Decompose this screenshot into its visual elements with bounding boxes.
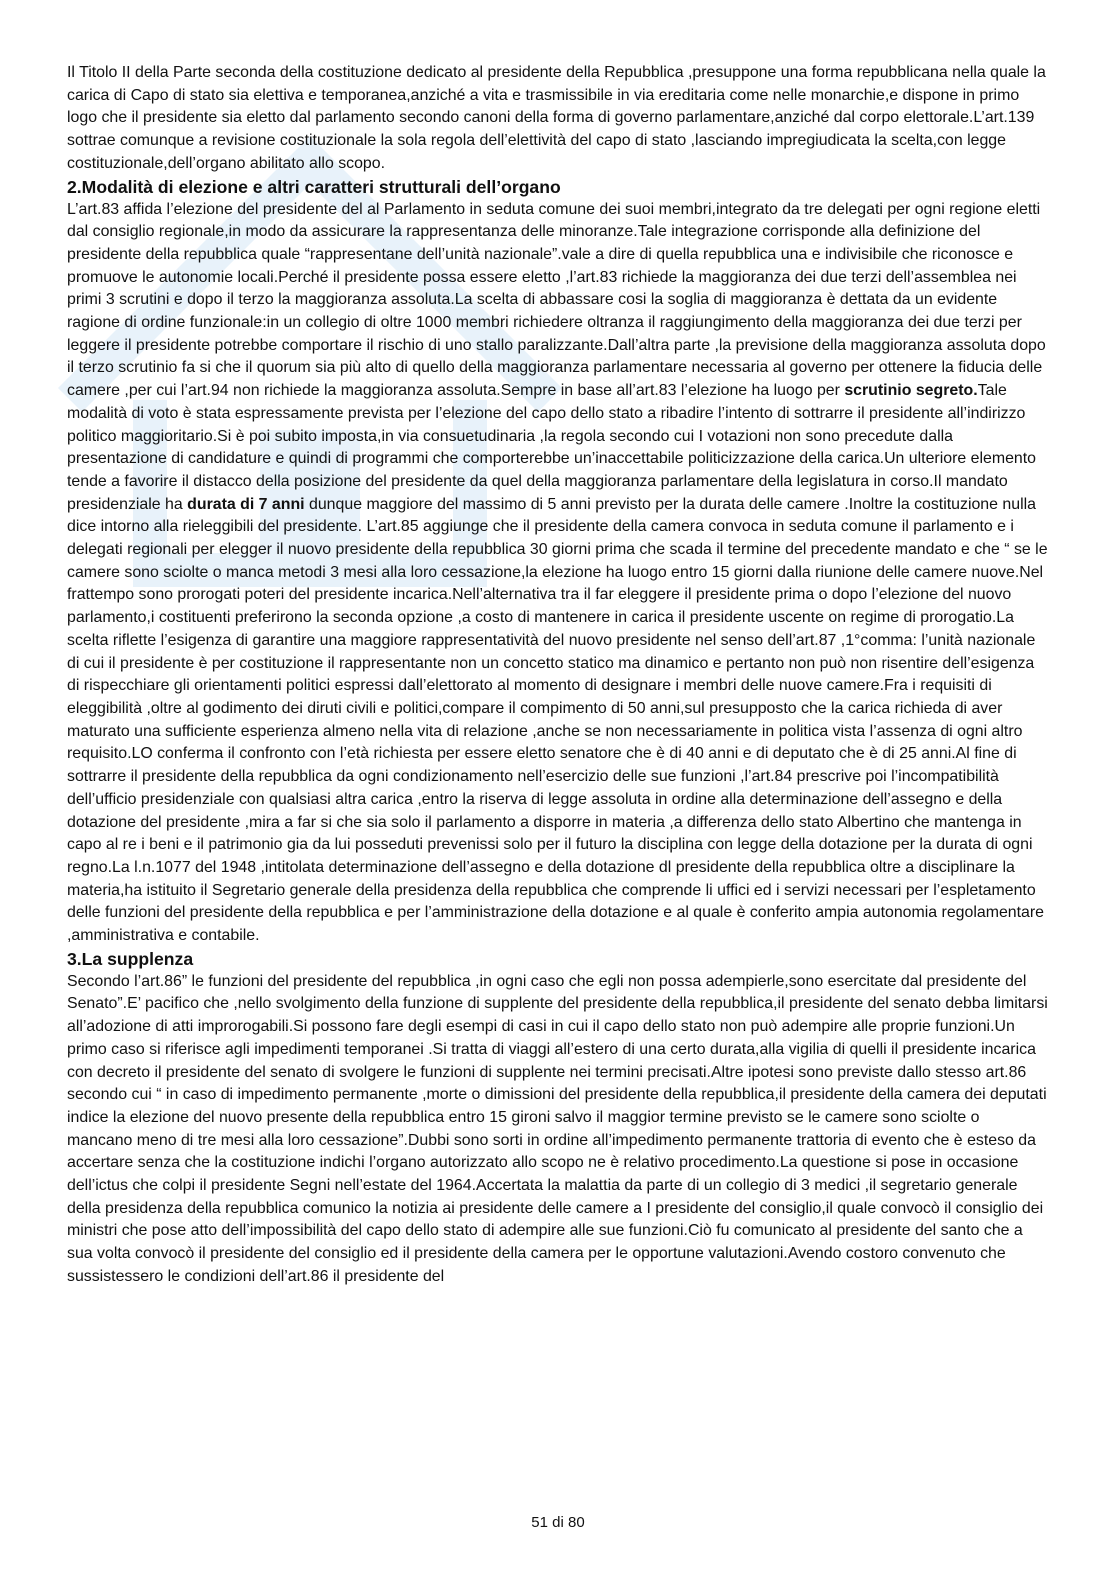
section-2-text-3: dunque maggiore del massimo di 5 anni previsto per la durata delle camere .Inoltre la costituzione nulla dice intorno alla rieleggibili del presidente. L’art.85 aggiunge che il presidente della camera convoca in seduta comune il parlamento e i delegati regionali per elegger il nuovo presidente della repubblica 30 giorni prima che scada il termine del precedente mandato e che “ se le camere sono sciolte o manca metodi 3 mesi alla loro cessazione,la elezione ha luogo entro 15 giorni dalla riunione delle camere nuove.Nel frattempo sono prorogati poteri del presidente incarica.Nell’alternativa tra il far eleggere il presidente prima o dopo l’elezione del nuovo parlamento,i costituenti preferirono la seconda opzione ,a costo di mantenere in carica il presidente uscente on regime di prorogatio.La scelta riflette l’esigenza di garantire una maggiore rappresentatività del nuovo presidente nel senso dell’art.87 ,1°comma: l’unità nazionale di cui il presidente è per costituzione il rappresentante non un concetto statico ma dinamico e pertanto non può non risentire dell’esigenza di rispecchiare gli orientamenti politici espressi dall’elettorato al momento di designare i membri delle nuove camere.Fra i requisiti di eleggibilità ,oltre al godimento dei diruti civili e politici,compare il compimento di 50 anni,sul presupposto che la carica richieda di aver maturato una sufficiente esperienza almeno nella vita di relazione ,anche se non necessariamente in politica vista l’assenza di ogni altro requisito.LO conferma il confronto con l’età richiesta per essere eletto senatore che è di 40 anni e di deputato che è di 25 anni.Al fine di sottrarre il presidente della repubblica da ogni condizionamento nell’esercizio delle sue funzioni ,l’art.84 prescrive poi l’incompatibilità dell’ufficio presidenziale con qualsiasi altra carica ,entro la riserva di legge assoluta in ordine alla determinazione dell’assegno e della dotazione del presidente ,mira a far si che sia solo il parlamento a disporre in materia ,a differenza dello stato Albertino che mantenga in capo al re i beni e il patrimonio gia da lui posseduti prevenissi solo per il futuro la disciplina con legge della dotazione per la durata di ogni regno.La l.n.1077 del 1948 ,intitolata determinazione dell’assegno e della dotazione dl presidente della repubblica oltre a disciplinare la materia,ha istituito il Segretario generale della presidenza della repubblica che comprende li uffici ed i servizi necessari per l’espletamento delle funzioni del presidente della repubblica e per l’amministrazione della dotazione e al quale è conferito ampia autonomia regolamentare ,amministrativa e contabile. (67, 495, 1048, 945)
section-heading-3: 3.La supplenza (67, 948, 194, 969)
section-2-bold-1: scrutinio segreto. (844, 382, 978, 400)
page-number: 51 di 80 (531, 1514, 585, 1531)
section-3-paragraph: Secondo l’art.86” le funzioni del presidente del repubblica ,in ogni caso che egli non possa adempierle,sono esercitate dal presidente del Senato”.E’ pacifico che ,nello svolgimento della funzione di supplente del presidente della repubblica,il presidente del senato debba limitarsi all’adozione di atti improrogabili.Si possono fare degli esempi di casi in cui il capo dello stato non può adempire alle proprie funzioni.Un primo caso si riferisce agli impedimenti temporanei .Si tratta di viaggi all’estero di una certo durata,alla vigilia di quelli il presidente incarica con decreto il presidente del senato di svolgere le funzioni di supplente nei termini precisati.Altre ipotesi sono previste dallo stesso art.86 secondo cui “ in caso di impedimento permanente ,morte o dimissioni del presidente della repubblica,il presidente della camera dei deputati indice la elezione del nuovo presente della repubblica entro 15 gironi salvo il maggior termine previsto se le camere sono sciolte o mancano meno di tre mesi alla loro cessazione”.Dubbi sono sorti in ordine all’impedimento permanente trattoria di evento che è esteso da accertare senza che la costituzione indichi l’organo autorizzato allo scopo ne è relativo procedimento.La questione si pose in occasione dell’ictus che colpi il presidente Segni nell’estate del 1964.Accertata la malattia da parte di un collegio di 3 medici ,il segretario generale della presidenza della repubblica comunico la notizia ai presidente delle camere a I presidente del consiglio,il quale convocò il consiglio dei ministri che pose atto dell’impossibilità del capo dello stato di adempire alle sue funzioni.Ciò fu comunicato al presidente del santo che a sua volta convocò il presidente del consiglio ed il presidente della camera per le opportune valutazioni.Avendo costoro convenuto che sussistessero le condizioni dell’art.86 il presidente del (67, 972, 1048, 1285)
section-2-bold-2: durata di 7 anni (187, 495, 305, 513)
section-2-paragraph (67, 199, 1049, 948)
document-body (67, 62, 1049, 1289)
section-2-text-2: Tale modalità di voto è stata espressamente prevista per l’elezione del capo dello stato a ribadire l’intento di sottrarre il presidente all’indirizzo politico maggioritario.Si è poi subito imposta,in via consuetudinaria ,la regola secondo cui I votazioni non sono precedute dalla presentazione di candidature e quindi di programmi che comporterebbe un’inaccettabile politicizzazione della carica.Un ulteriore elemento tende a favorire il distacco della posizione del presidente da quel della maggioranza parlamentare della legislatura in corso.Il mandato presidenziale ha (67, 382, 1036, 513)
section-heading-2: 2.Modalità di elezione e altri caratteri strutturali dell’organo (67, 176, 561, 197)
section-2-text-1: L’art.83 affida l’elezione del presidente del al Parlamento in seduta comune dei suoi membri,integrato da tre delegati per ogni regione eletti dal consiglio regionale,in modo da assicurare la rappresentanza delle minoranze.Tale integrazione corrisponde alla definizione del presidente della repubblica quale “rappresentane dell’unità nazionale”.vale a dire di quella repubblica una e indivisibile che riconosce e promuove le autonomie locali.Perché il presidente possa essere eletto ,l’art.83 richiede la maggioranza dei due terzi dell’assemblea nei primi 3 scrutini e dopo il terzo la maggioranza assoluta.La scelta di abbassare cosi la soglia di maggioranza è dettata da un evidente ragione di ordine funzionale:in un collegio di oltre 1000 membri richiedere oltranza il raggiungimento della maggioranza dei due terzi per leggere il presidente potrebbe comportare il rischio di uno stallo paralizzante.Dall’altra parte ,la previsione della maggioranza assoluta dopo il terzo scrutinio fa si che il quorum sia più alto di quello della maggioranza parlamentare necessaria al governo per ottenere la fiducia delle camere ,per cui l’art.94 non richiede la maggioranza assoluta.Sempre in base all’art.83 l’elezione ha luogo per (67, 200, 1046, 400)
intro-paragraph: Il Titolo II della Parte seconda della costituzione dedicato al presidente della Repubblica ,presuppone una forma repubblicana nella quale la carica di Capo di stato sia elettiva e temporanea,anziché a vita e trasmissibile in via ereditaria come nelle monarchie,e dispone in primo logo che il presidente sia eletto dal parlamento secondo canoni della forma di governo parlamentare,anziché dal corpo elettorale.L’art.139 sottrae comunque a revisione costituzionale la sola regola dell’elettività del capo di stato ,lasciando impregiudicata la scelta,con legge costituzionale,dell’organo abilitato allo scopo. (67, 64, 1046, 172)
